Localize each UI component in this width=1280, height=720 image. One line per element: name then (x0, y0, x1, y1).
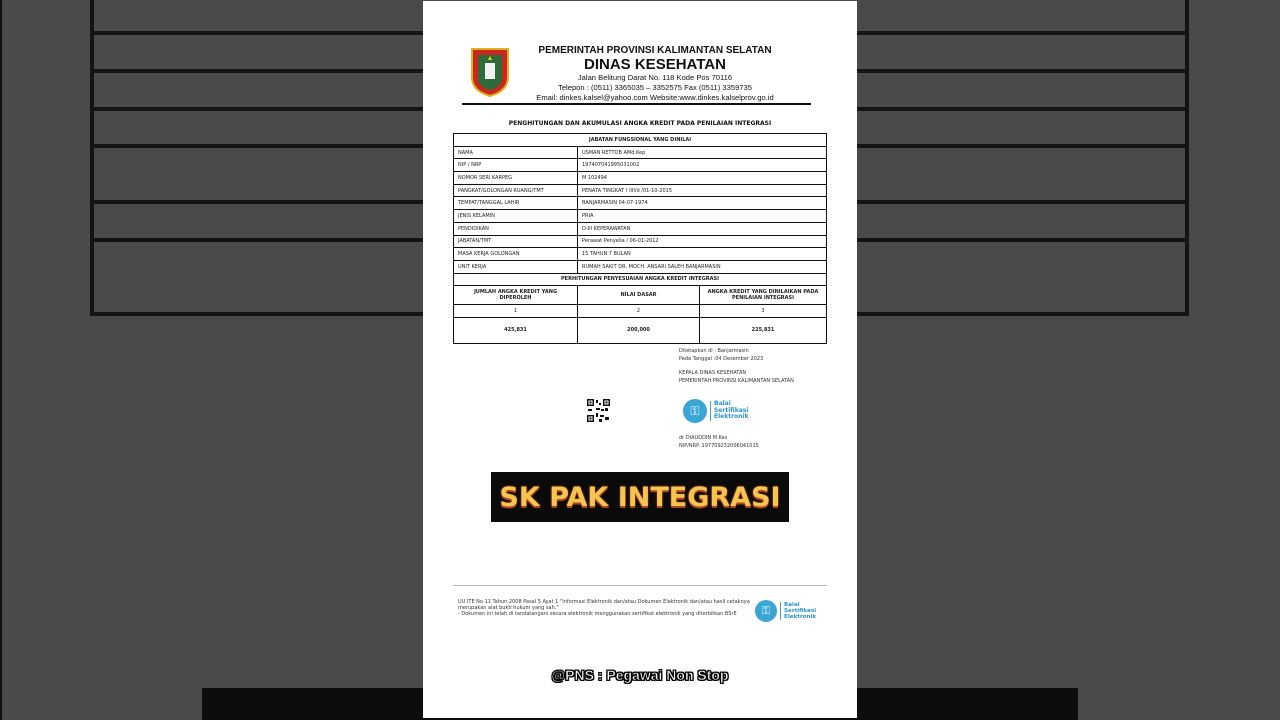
table-row (454, 172, 827, 185)
row-value: 15 TAHUN 7 BULAN (578, 248, 827, 261)
column-number: 2 (578, 305, 700, 318)
row-label: NIP / NRP (454, 159, 578, 172)
bse-logo (683, 399, 748, 423)
channel-caption: @PNS : Pegawai Non Stop (551, 667, 729, 683)
row-value: USMAN RETTOB AMd.Kep (578, 146, 827, 159)
document-page (423, 1, 857, 718)
column-headers (454, 286, 827, 305)
government-name: PEMERINTAH PROVINSI KALIMANTAN SELATAN (538, 45, 772, 56)
row-label: NAMA (454, 146, 578, 159)
signing-date: Pada Tanggal :04 Desember 2023 (679, 355, 764, 362)
row-label: MASA KERJA GOLONGAN (454, 248, 578, 261)
row-label: JABATAN/TMT (454, 235, 578, 248)
signer-position: KEPALA DINAS KESEHATAN (679, 370, 747, 376)
background-table-line (1185, 0, 1189, 316)
column-numbers (454, 305, 827, 318)
credit-assessed: 225,831 (700, 317, 827, 343)
footer-note: UU ITE No 11 Tahun 2008 Pasal 5 Ayat 1 "Informasi Elektronik dan/atau Dokumen Elektronik dan/atau hasil cetaknya merupakan alat bukti hukum yang sah." (458, 599, 750, 611)
row-label: PANGKAT/GOLONGAN RUANG/TMT (454, 184, 578, 197)
bse-logo-text: Balai (714, 400, 731, 408)
row-value: Perawat Penyelia / 06-01-2012 (578, 235, 827, 248)
row-value: PENATA TINGKAT I /III/d /01-10-2015 (578, 184, 827, 197)
table-row (454, 197, 827, 210)
table-row (454, 210, 827, 223)
contact: Email: dinkes.kalsel@yahoo.com Website:www.dinkes.kalselprov.go.id (536, 93, 774, 102)
background-table-line (90, 0, 94, 316)
title-banner: SK PAK INTEGRASI (491, 472, 789, 522)
table-row (454, 248, 827, 261)
bse-logo-text: Elektronik (784, 614, 817, 621)
bse-logo-text: Sertifikasi (714, 406, 749, 414)
bse-logo-text: Balai (784, 601, 800, 608)
column-header: JUMLAH ANGKA KREDIT YANG DIPEROLEH (454, 286, 578, 305)
row-value: 197407041995031002 (578, 159, 827, 172)
column-header: ANGKA KREDIT YANG DINILAIKAN PADA PENILAIAN INTEGRASI (700, 286, 827, 305)
signer-name: dr DIAUDDIN M.Kes (679, 435, 728, 441)
row-value: BANJARMASIN 04-07-1974 (578, 197, 827, 210)
document-title: PENGHITUNGAN DAN AKUMULASI ANGKA KREDIT PADA PENILAIAN INTEGRASI (508, 120, 772, 127)
letterhead (523, 45, 787, 103)
bse-logo-text: Sertifikasi (784, 607, 817, 614)
row-value: PRIA (578, 210, 827, 223)
phone: Telepon : (0511) 3365035 – 3352575 Fax (0511) 3359735 (558, 83, 752, 92)
key-icon: ⚿ (683, 399, 707, 423)
row-label: UNIT KERJA (454, 260, 578, 273)
footer-note: - Dokumen ini telah di tandatangani secara elektronik menggunakan sertifikat elektronik yang diterbitkan BSrE (458, 611, 737, 617)
frame-edge (0, 0, 2, 720)
section-header: PERHITUNGAN PENYESUAIAN ANGKA KREDIT INTEGRASI (454, 273, 827, 286)
row-label: TEMPAT/TANGGAL LAHIR (454, 197, 578, 210)
value-row (454, 317, 827, 343)
signer-nip: NIP/NRP. 197709232006041015 (679, 442, 759, 449)
row-label: NOMOR SERI KARPEG (454, 172, 578, 185)
credit-table (453, 133, 827, 344)
column-header: NILAI DASAR (578, 286, 700, 305)
table-row (454, 222, 827, 235)
base-value: 200,000 (578, 317, 700, 343)
signing-place: Ditetapkan di : Banjarmasin (679, 348, 749, 354)
address: Jalan Belitung Darat No. 118 Kode Pos 70116 (577, 73, 733, 82)
column-number: 3 (700, 305, 827, 318)
bse-logo-text: Elektronik (714, 413, 749, 421)
header-divider (462, 103, 811, 105)
table-row (454, 235, 827, 248)
row-value: M 102494 (578, 172, 827, 185)
row-label: PENDIDIKAN (454, 222, 578, 235)
table-row (454, 184, 827, 197)
row-label: JENIS KELAMIN (454, 210, 578, 223)
section-header: JABATAN FUNGSIONAL YANG DINILAI (454, 134, 827, 147)
kalsel-emblem-icon (470, 47, 510, 97)
credit-obtained: 425,831 (454, 317, 578, 343)
table-row (454, 260, 827, 273)
column-number: 1 (454, 305, 578, 318)
key-icon: ⚿ (755, 600, 777, 622)
qr-code-icon (587, 399, 610, 422)
footer-divider (453, 585, 827, 586)
row-value: D-III KEPERAWATAN (578, 222, 827, 235)
table-row (454, 146, 827, 159)
row-value: RUMAH SAKIT DR. MOCH. ANSARI SALEH BANJARMASIN (578, 260, 827, 273)
footer-notes (458, 599, 750, 617)
bse-logo-footer (755, 600, 816, 622)
table-row (454, 159, 827, 172)
signer-institution: PEMERINTAH PROVINSI KALIMANTAN SELATAN (679, 377, 794, 384)
agency-name: DINAS KESEHATAN (584, 56, 726, 73)
